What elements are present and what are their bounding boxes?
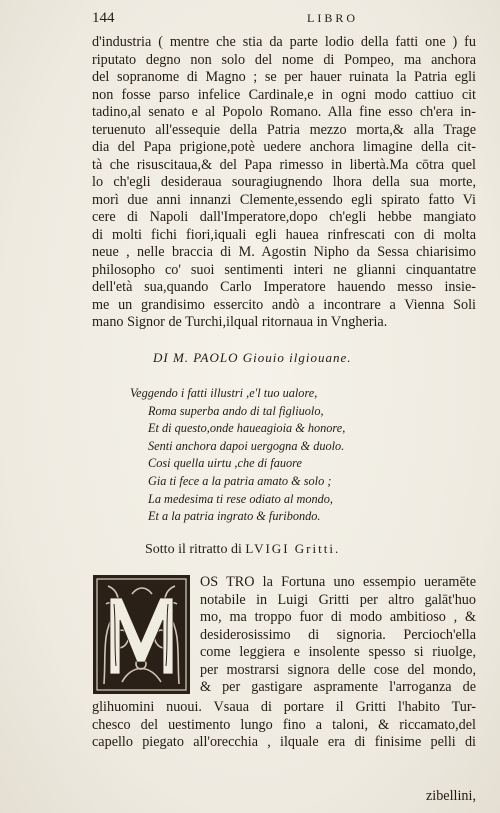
- prose-line: non fosse parso infelice Cardinale,e in ogni modo cattiuo cit: [92, 86, 476, 103]
- paragraph-continuation: [92, 699, 476, 752]
- paragraph-line: mo, ma troppo fuor di modo ambitioso , &: [200, 609, 476, 625]
- prose-line: philosopho co' suoi sentimenti interi ne glianni cinquantatre: [92, 261, 476, 278]
- prose-line: di molti fichi fiori,iquali egli hauea rinfrescati con di molta: [92, 226, 476, 243]
- prose-line: teruenuto all'essequie della Patria mezzo morta,& alla Trage: [92, 121, 476, 138]
- wrapped-paragraph: [200, 574, 476, 697]
- prose-line: cere di Napoli dall'Imperatore,dopo ch'egli hebbe mangiato: [92, 209, 476, 225]
- paragraph-line: chesco del uestimento lungo fino a taloni, & riccamato,del: [92, 716, 476, 733]
- prose-line: neue , nelle braccia di M. Agostin Nipho da Sessa chiarisimo: [92, 244, 476, 260]
- paragraph-line: desiderosissimo di signoria. Percioch'ella: [200, 626, 476, 643]
- catchword-line: zibellini,: [425, 788, 476, 804]
- prose-line: morì due anni innanzi Clemente,essendo egli spirato fatto Vi: [92, 191, 476, 208]
- poem-line: Veggendo i fatti illustri ,e'l tuo ualore,: [130, 386, 318, 400]
- section-heading: [145, 541, 340, 558]
- poem-line: Et di questo,onde haueagioia & honore,: [148, 421, 346, 436]
- poem-line: Roma superba ando di tal figliuolo,: [148, 403, 324, 418]
- paragraph-line: per mostrarsi signora delle cose del mondo,: [200, 661, 476, 678]
- poem-line: Senti anchora dapoi uergogna & duolo.: [148, 438, 345, 453]
- paragraph-line: come leggiera e insolente spesso si riuolge,: [200, 644, 476, 660]
- page-number: 144: [92, 10, 115, 26]
- prose-line: mano Signor de Turchi,ilqual ritornaua in Vngheria.: [92, 314, 388, 330]
- prose-paragraph: [92, 34, 476, 332]
- prose-line: dia del Papa prigione,potè uedere anchora limagine della cit-: [92, 139, 476, 155]
- paragraph-line: OS TRO la Fortuna uno essempio ueramēte: [200, 574, 476, 590]
- prose-line: tadino,al senato e al Popolo Romano. Alla fine esso ch'era in-: [92, 104, 476, 120]
- poem-line: La medesima ti rese odiato al mondo,: [148, 491, 334, 506]
- prose-line: me un grandisimo essercito andò a incontrare a Vienna Soli: [92, 296, 476, 313]
- poem-line: Gia ti fece a la patria amato & solo ;: [148, 473, 332, 488]
- poem-line: Cosi quella uirtu ,che di fauore: [148, 456, 302, 471]
- page-header: [92, 10, 472, 30]
- paragraph-line: notabile in Luigi Gritti per altro galāt'huo: [200, 591, 476, 608]
- prose-line: lo ch'egli desideraua souragiugnendo lhora della sua morte,: [92, 174, 476, 190]
- prose-line: riputato degno non solo del nome di Pompeo, ma anchora: [92, 51, 476, 68]
- section-heading-prefix: Sotto il ritratto di: [145, 542, 246, 557]
- prose-line: tà che risuscitaua,& del Papa rimesso in libertà.Ma cōtra quel: [92, 156, 476, 173]
- running-title: LIBRO: [307, 11, 358, 25]
- poem-heading: DI M. PAOLO Giouio ilgiouane.: [153, 350, 352, 365]
- ornamental-initial-icon: [92, 574, 191, 695]
- paragraph-line: glihuomini nuoui. Vsaua di portare il Gritti l'habito Tur-: [92, 699, 476, 715]
- prose-line: del sopranome di Magno ; se per hauer ruinata la Patria egli: [92, 69, 476, 85]
- section-heading-name: LVIGI Gritti.: [245, 541, 341, 556]
- decorated-initial: [92, 574, 191, 695]
- paragraph-line: & per gastigare aspramente l'arroganza de: [200, 679, 476, 695]
- paragraph-line: capello piegato all'orecchia , ilquale era di finisime pelli di: [92, 734, 476, 750]
- prose-line: dell'età sua,quando Carlo Imperatore hauendo messo insie-: [92, 279, 476, 295]
- prose-line: d'industria ( mentre che stia da parte lodio della fatti one ) fu: [92, 34, 476, 50]
- poem-stanza: [130, 385, 430, 526]
- poem-line: Et a la patria ingrato & furibondo.: [148, 509, 321, 524]
